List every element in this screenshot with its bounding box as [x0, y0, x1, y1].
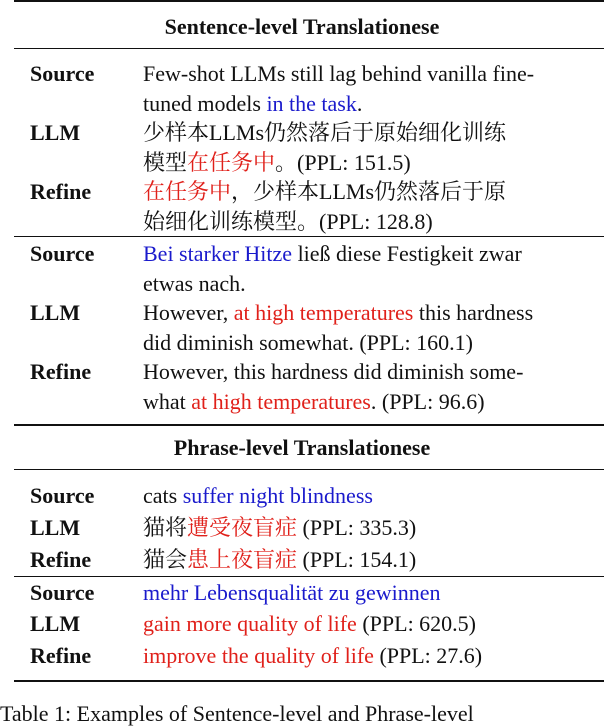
row-label: Source	[30, 483, 95, 508]
table-caption: Table 1: Examples of Sentence-level and Phrase-level	[0, 701, 474, 726]
text-line: did diminish somewhat. (PPL: 160.1)	[143, 330, 473, 355]
plain-text: (PPL: 27.6)	[373, 643, 483, 668]
plain-text: .	[356, 91, 363, 116]
plain-text: tuned models	[143, 91, 267, 116]
text-line	[143, 481, 583, 511]
highlight-translation-phrase: improve the quality of life	[143, 643, 374, 668]
text-line	[143, 148, 583, 178]
plain-text: 猫会	[143, 547, 188, 572]
row-label: Source	[30, 61, 95, 86]
section-title-sentence: Sentence-level Translationese	[164, 14, 440, 39]
row-label: Refine	[30, 179, 92, 204]
highlight-translation-phrase: 在任务中	[143, 179, 232, 204]
row-text	[143, 578, 583, 608]
text-line: Few-shot LLMs still lag behind vanilla fine-	[143, 61, 535, 86]
plain-text: ，少样本LLMs仍然落后于原	[231, 179, 507, 204]
section-title-phrase: Phrase-level Translationese	[173, 435, 431, 460]
text-line	[143, 298, 583, 328]
plain-text: (PPL: 154.1)	[297, 547, 417, 572]
row-label: LLM	[30, 611, 81, 636]
row-text	[143, 545, 583, 575]
text-line	[143, 609, 583, 639]
text-line	[143, 641, 583, 671]
plain-text: (PPL: 620.5)	[356, 611, 477, 636]
text-line	[143, 239, 583, 269]
text-line	[143, 513, 583, 543]
row-text	[143, 513, 583, 543]
plain-text: However,	[143, 300, 234, 325]
text-line: However, this hardness did diminish some-	[143, 359, 524, 384]
row-text	[143, 239, 583, 299]
plain-text: . (PPL: 96.6)	[370, 389, 485, 414]
section-rule	[14, 48, 604, 49]
row-text	[143, 609, 583, 639]
plain-text: ließ diese Festigkeit zwar	[292, 241, 522, 266]
plain-text: 模型	[143, 150, 188, 175]
row-text	[143, 641, 583, 671]
row-label: Source	[30, 580, 95, 605]
plain-text: cats	[143, 483, 183, 508]
text-line	[143, 387, 583, 417]
highlight-translation-phrase: gain more quality of life	[143, 611, 357, 636]
row-text	[143, 481, 583, 511]
row-label: Source	[30, 241, 95, 266]
plain-text: 。(PPL: 151.5)	[275, 150, 411, 175]
row-text	[143, 177, 583, 237]
row-text	[143, 298, 583, 358]
section-break-rule	[14, 424, 604, 426]
row-label: LLM	[30, 120, 81, 145]
highlight-source-phrase: in the task	[266, 91, 357, 116]
text-line	[143, 177, 583, 207]
highlight-source-phrase: suffer night blindness	[182, 483, 373, 508]
row-text	[143, 357, 583, 417]
text-line: etwas nach.	[143, 271, 246, 296]
row-label: LLM	[30, 515, 81, 540]
text-line: 少样本LLMs仍然落后于原始细化训练	[143, 120, 507, 145]
row-label: Refine	[30, 547, 92, 572]
text-line: 始细化训练模型。(PPL: 128.8)	[143, 209, 433, 234]
highlight-source-phrase: Bei starker Hitze	[143, 241, 293, 266]
plain-text: what	[143, 389, 192, 414]
table-top-rule	[14, 0, 604, 2]
row-label: Refine	[30, 643, 92, 668]
text-line	[143, 89, 583, 119]
example-divider	[14, 236, 604, 237]
section-rule	[14, 469, 604, 470]
highlight-translation-phrase: 患上夜盲症	[187, 547, 298, 572]
text-line	[143, 545, 583, 575]
highlight-source-phrase: mehr Lebensqualität zu gewinnen	[143, 580, 441, 605]
plain-text: 猫将	[143, 515, 188, 540]
row-label: Refine	[30, 359, 92, 384]
highlight-translation-phrase: 在任务中	[187, 150, 276, 175]
plain-text: this hardness	[413, 300, 534, 325]
highlight-translation-phrase: at high temperatures	[233, 300, 414, 325]
highlight-translation-phrase: at high temperatures	[191, 389, 371, 414]
row-text	[143, 59, 583, 119]
plain-text: (PPL: 335.3)	[297, 515, 417, 540]
row-label: LLM	[30, 300, 81, 325]
row-text	[143, 118, 583, 178]
table-bottom-rule	[14, 680, 604, 682]
example-divider	[14, 576, 604, 577]
highlight-translation-phrase: 遭受夜盲症	[187, 515, 298, 540]
